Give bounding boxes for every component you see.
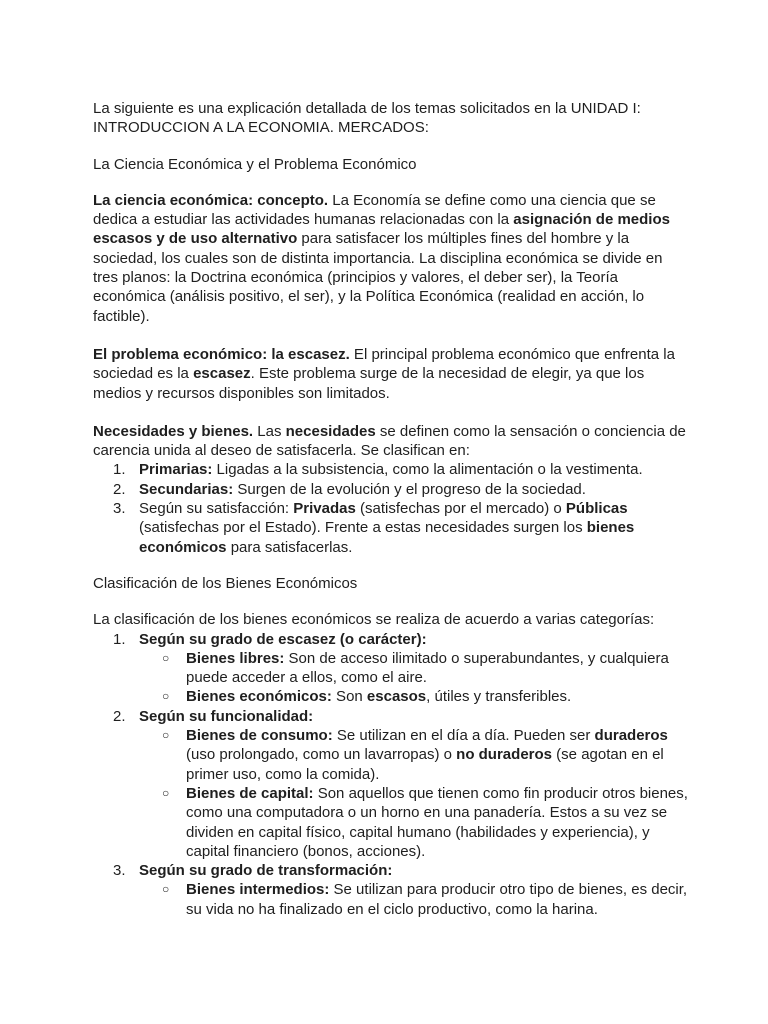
term-public: Públicas bbox=[565, 500, 628, 518]
category-scarcity-title: Según su grado de escasez (o carácter): bbox=[139, 630, 427, 648]
text-span: (satisfechas por el mercado) o bbox=[355, 500, 566, 518]
list-item bbox=[139, 480, 688, 499]
term-capital-goods: Bienes de capital: bbox=[186, 784, 314, 802]
term-scarcity: escasez bbox=[193, 365, 251, 383]
sub-list-item bbox=[186, 687, 688, 706]
text-span: (uso prolongado, como un lavarropas) o bbox=[186, 746, 457, 764]
section-1-heading: La Ciencia Económica y el Problema Económico bbox=[93, 155, 417, 173]
list-item bbox=[139, 499, 688, 557]
text-span: Son bbox=[331, 688, 367, 706]
term-economic-science: La ciencia económica: concepto. bbox=[93, 191, 329, 209]
term-non-durable: no duraderos bbox=[456, 746, 553, 764]
text-span: Son de acceso ilimitado o superabundantes, y cualquiera puede acceder a ellos, como el aire. bbox=[186, 649, 669, 687]
sub-list bbox=[139, 880, 688, 919]
text-span: . Este problema surge de la necesidad de elegir, ya que los medios y recursos disponibles son limitados. bbox=[93, 365, 645, 402]
intro-line-2: INTRODUCCION A LA ECONOMIA. MERCADOS: bbox=[93, 119, 429, 137]
term-secondary: Secundarias: bbox=[139, 480, 234, 498]
text-span: Las bbox=[253, 422, 286, 440]
text-span: , útiles y transferibles. bbox=[426, 688, 572, 706]
paragraph-economic-science bbox=[93, 191, 688, 326]
term-scarce: escasos bbox=[366, 688, 427, 706]
text-span: (se agotan en el primer uso, como la comida). bbox=[186, 746, 664, 783]
term-resource-allocation: asignación de medios escasos y de uso alternativo bbox=[93, 211, 670, 248]
text-span: Son aquellos que tienen como fin producir otros bienes, como una computadora o un horno en una panadería. Estos a su vez se dividen en capital físico, capital humano (habilidades y experiencia), y capital financiero (bonos, acciones). bbox=[186, 784, 688, 860]
text-span: Se utilizan en el día a día. Pueden ser bbox=[332, 727, 595, 745]
paragraph-needs-goods bbox=[93, 422, 688, 461]
sub-list-item bbox=[186, 784, 688, 861]
term-durable: duraderos bbox=[594, 727, 668, 745]
term-economic-goods: bienes económicos bbox=[139, 519, 635, 556]
text-span: Se utilizan para producir otro tipo de bienes, es decir, su vida no ha finalizado en el ciclo productivo, como la harina. bbox=[186, 881, 688, 918]
term-private: Privadas bbox=[293, 500, 356, 518]
text-span: Según su satisfacción: bbox=[139, 500, 294, 518]
sub-list bbox=[139, 649, 688, 707]
term-consumer-goods: Bienes de consumo: bbox=[186, 727, 333, 745]
category-transformation-title: Según su grado de transformación: bbox=[139, 862, 393, 880]
term-free-goods: Bienes libres: bbox=[186, 649, 285, 667]
text-span: para satisfacerlas. bbox=[226, 538, 353, 556]
needs-list bbox=[93, 460, 688, 556]
sub-list-item bbox=[186, 880, 688, 919]
intro-paragraph bbox=[93, 99, 688, 138]
term-economic-goods: Bienes económicos: bbox=[186, 688, 332, 706]
category-functionality-title: Según su funcionalidad: bbox=[139, 707, 314, 725]
intro-line-1: La siguiente es una explicación detallada de los temas solicitados en la UNIDAD I: bbox=[93, 100, 641, 117]
sub-list-item bbox=[186, 649, 688, 688]
term-intermediate-goods: Bienes intermedios: bbox=[186, 881, 330, 899]
section-2-heading: Clasificación de los Bienes Económicos bbox=[93, 574, 358, 592]
text-span: El principal problema económico que enfrenta la sociedad es la bbox=[93, 345, 675, 383]
text-span: Surgen de la evolución y el progreso de la sociedad. bbox=[233, 480, 586, 498]
text-span: La Economía se define como una ciencia que se dedica a estudiar las actividades humanas relacionadas con la bbox=[93, 191, 656, 229]
goods-classification-list bbox=[93, 630, 688, 919]
term-needs: necesidades bbox=[285, 422, 376, 440]
text-span: (satisfechas por el Estado). Frente a estas necesidades surgen los bbox=[139, 519, 587, 537]
list-item bbox=[139, 861, 688, 919]
text-span: se definen como la sensación o conciencia de carencia unida al deseo de satisfacerla. Se clasifican en: bbox=[93, 422, 686, 460]
list-item bbox=[139, 460, 688, 479]
term-economic-problem: El problema económico: la escasez. bbox=[93, 345, 350, 363]
term-primary: Primarias: bbox=[139, 461, 213, 479]
term-needs-goods: Necesidades y bienes. bbox=[93, 422, 254, 440]
section-2-intro: La clasificación de los bienes económicos se realiza de acuerdo a varias categorías: bbox=[93, 611, 655, 629]
sub-list-item bbox=[186, 726, 688, 784]
list-item bbox=[139, 630, 688, 707]
sub-list bbox=[139, 726, 688, 861]
paragraph-economic-problem bbox=[93, 345, 688, 403]
list-item bbox=[139, 707, 688, 861]
text-span: Ligadas a la subsistencia, como la alimentación o la vestimenta. bbox=[212, 461, 643, 479]
text-span: para satisfacer los múltiples fines del hombre y la sociedad, los cuales son de distinta importancia. La disciplina económica se divide en tres planos: la Doctrina económica (principios y valores, el deber ser), la Teoría económica (análisis positivo, el ser), y la Política Económica (realidad en acción, lo factible). bbox=[93, 230, 663, 325]
